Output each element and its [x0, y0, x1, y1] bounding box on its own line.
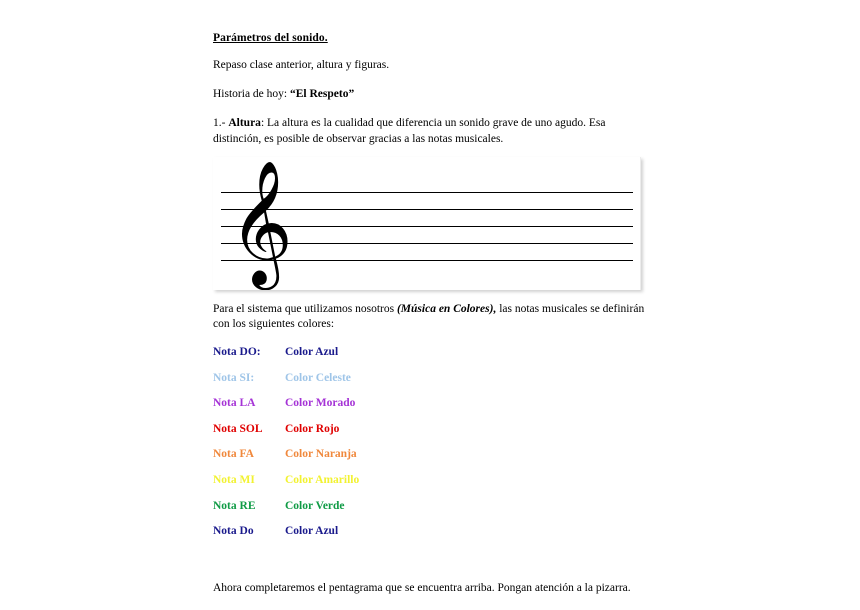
- note-color-label: Color Verde: [285, 499, 345, 512]
- table-row: [213, 500, 359, 526]
- note-color-label: Color Naranja: [285, 448, 357, 461]
- historia-value: “El Respeto”: [289, 88, 355, 101]
- paragraph-sistema: [213, 302, 653, 332]
- treble-clef-icon: 𝄞: [229, 159, 293, 285]
- table-row: [213, 525, 359, 551]
- table-row: [213, 346, 359, 372]
- staff-image: [213, 157, 641, 290]
- table-row: [213, 372, 359, 398]
- paragraph-footer: Ahora completaremos el pentagrama que se encuentra arriba. Pongan atención a la pizarra.: [213, 581, 631, 594]
- note-color-label: Color Azul: [285, 525, 339, 538]
- document-body: [213, 32, 653, 610]
- note-name: Nota SOL: [213, 422, 263, 435]
- historia-label: Historia de hoy:: [213, 88, 290, 101]
- sistema-italic: (Música en Colores),: [396, 302, 497, 315]
- table-row: [213, 423, 359, 449]
- paragraph-altura: [213, 116, 653, 146]
- table-row: [213, 397, 359, 423]
- table-row: [213, 474, 359, 500]
- page-title: Parámetros del sonido.: [213, 32, 328, 44]
- note-name: Nota FA: [213, 448, 254, 461]
- notes-color-table: [213, 346, 359, 551]
- altura-text: : La altura es la cualidad que diferencia un sonido grave de uno agudo. Esa distinción, es posible de observar gracias a las notas musicales.: [213, 117, 606, 145]
- altura-label: Altura: [228, 117, 261, 130]
- note-name: Nota SI:: [213, 371, 255, 384]
- note-name: Nota LA: [213, 397, 256, 410]
- sistema-post: las notas musicales se definirán con los siguientes colores:: [213, 302, 645, 330]
- note-color-label: Color Azul: [285, 346, 339, 359]
- paragraph-repaso: Repaso clase anterior, altura y figuras.: [213, 59, 390, 71]
- note-name: Nota RE: [213, 499, 256, 512]
- altura-prefix: 1.-: [213, 117, 229, 130]
- note-color-label: Color Celeste: [285, 371, 351, 384]
- note-name: Nota Do: [213, 525, 254, 538]
- paragraph-historia: [213, 87, 653, 102]
- sistema-pre: Para el sistema que utilizamos nosotros: [213, 302, 397, 315]
- note-color-label: Color Rojo: [285, 422, 340, 435]
- table-row: [213, 448, 359, 474]
- note-color-label: Color Amarillo: [285, 474, 360, 486]
- note-color-label: Color Morado: [285, 397, 356, 410]
- note-name: Nota DO:: [213, 346, 261, 359]
- note-name: Nota MI: [213, 474, 255, 486]
